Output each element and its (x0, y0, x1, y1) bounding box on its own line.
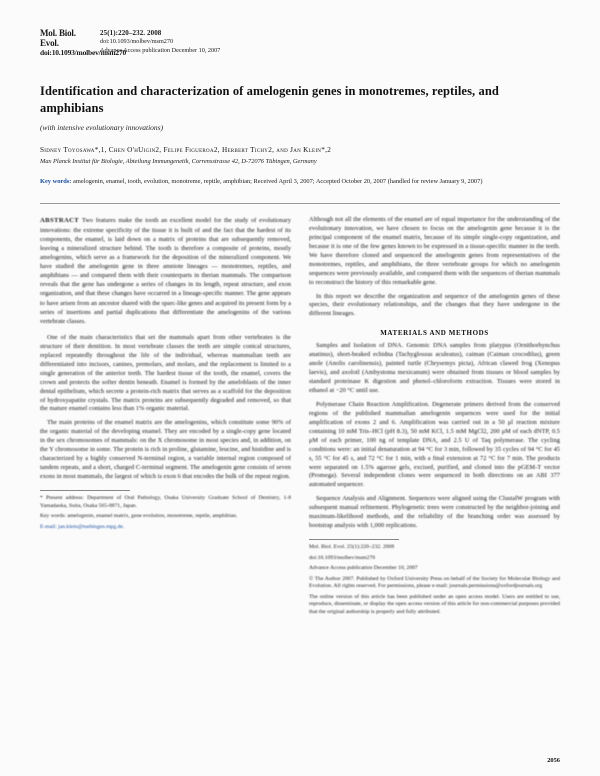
masthead-meta (100, 28, 220, 55)
masthead (40, 28, 560, 57)
abstract-text: Two features make the tooth an excellent model for the study of evolutionary innovations: the extreme specificity of the tissue it is built of and the fact that the hardest of its components, the enamel, is laid down on a matrix of proteins that are subsequently removed, leaving a mineralized structure behind. The tooth is therefore a composite of proteins, mostly amelogenins, which serve as a framework for the deposition of the mineralized component. We have studied the amelogenin gene in three amniote lineages — monotremes, reptiles, and amphibians — and compared them with their counterparts in therian mammals. The comparison reveals that the gene has undergone a series of changes in its length, repeat structure, and exon organization, and that these changes have occurred in a lineage-specific manner. The gene appears to have arisen from an ancestor shared with the sparc-like genes and acquired its present form by a series of insertions and partial duplications that differentiate the amelogenins of the various vertebrate classes. (40, 217, 291, 325)
masthead-advance-access: Advance Access publication December 10, 2007 (100, 46, 221, 54)
materials-paragraph-2: Polymerase Chain Reaction Amplification. Degenerate primers derived from the conserved regions of the published mammalian amelogenin sequences were used for the initial amplification of exons 2 and 6. Amplification was carried out in a 50 μl reaction mixture containing 10 mM Tris–HCl (pH 8.3), 50 mM KCl, 1.5 mM MgCl2, 200 μM of each dNTP, 0.5 μM of each primer, 100 ng of template DNA, and 2.5 U of Taq polymerase. The cycling conditions were: an initial denaturation at 94 °C for 3 min, followed by 35 cycles of 94 °C for 45 s, 55 °C for 45 s, and 72 °C for 1 min, with a final extension at 72 °C for 7 min. The products were separated on 1.5% agarose gels, excised, purified, and cloned into the pGEM-T vector (Promega). Several independent clones were sequenced in both directions on an ABI 377 automated sequencer. (309, 400, 560, 489)
column-right (309, 216, 560, 761)
intro-paragraph-4: In this report we describe the organization and sequence of the amelogenin genes of these species, their evolutionary relationships, and the changes that they have undergone in the different lineages. (309, 292, 560, 318)
author-list: Sidney Toyosawa*,1, Chen O'hUigin2, Felipe Figueroa2, Herbert Tichy2, and Jan Klein*,2 (40, 146, 332, 155)
masthead-doi: doi:10.1093/molbev/msm270 (100, 38, 174, 46)
journal-logo (40, 28, 127, 57)
footnote-citation: Mol. Biol. Evol. 25(1):220–232. 2008 (309, 544, 395, 551)
journal-logo-line2: doi:10.1093/molbev/msm270 (40, 47, 127, 57)
footnotes-left (40, 495, 291, 531)
page-number: 2056 (547, 757, 560, 764)
intro-paragraph-2: The main proteins of the enamel matrix are the amelogenins, which constitute some 90% of the organic material of the developing enamel. They are encoded by a single-copy gene located in the sex chromosomes of mammals: on the X chromosome in most species and, in addition, on the Y chromosome in some. The protein is rich in proline, glutamine, leucine, and histidine and is characterized by a highly conserved N-terminal region, a variable internal region composed of tandem repeats, and a short, charged C-terminal segment. The amelogenin gene consists of seven exons in most mammals, the largest of which is exon 6 that encodes the bulk of the repeat region. (40, 419, 291, 481)
footnotes-right (309, 544, 560, 616)
materials-paragraph-1: Samples and Isolation of DNA. Genomic DNA samples from platypus (Ornithorhynchus anatinus), short-beaked echidna (Tachyglossus aculeatus), caiman (Caiman crocodilus), green anole (Anolis carolinensis), painted turtle (Chrysemys picta), African clawed frog (Xenopus laevis), and axolotl (Ambystoma mexicanum) were obtained from tissues or blood samples by standard proteinase K digestion and phenol–chloroform extraction. Tissues were stored in ethanol at −20 °C until use. (309, 342, 560, 395)
masthead-volume: 25(1):220–232. 2008 (100, 29, 162, 37)
abstract-paragraph (40, 216, 291, 326)
page-footer (40, 757, 560, 764)
footnote-keywords: Key words: amelogenin, enamel matrix, gene evolution, monotreme, reptile, amphibian. (40, 513, 238, 520)
intro-paragraph-3: Although not all the elements of the enamel are of equal importance for the understanding of the evolutionary innovation, we have chosen to focus on the amelogenin gene because it is the principal component of the enamel matrix, because of its simple single-copy organization, and because it is one of the few genes known to be expressed in a tissue-specific manner in the teeth. We have therefore cloned and sequenced the amelogenin genes from representatives of the monotremes, reptiles, and amphibians, the three vertebrate groups for which no amelogenin sequences were previously available, and compared them with the sequences of therian mammals to reconstruct the history of this remarkable gene. (309, 216, 560, 286)
footnote-doi: doi:10.1093/molbev/msm270 (309, 554, 376, 561)
section-heading-materials: MATERIALS AND METHODS (380, 329, 489, 338)
column-left (40, 216, 291, 761)
article-history (40, 178, 560, 187)
footnote-copyright: © The Author 2007. Published by Oxford University Press on behalf of the Society for Molecular Biology and Evolution. All rights reserved. For permissions, please e-mail: journals.permissions@oxfordjournals.org (309, 575, 560, 590)
abstract-heading: ABSTRACT (40, 217, 80, 225)
page-title: Identification and characterization of amelogenin genes in monotremes, reptiles, and amphibians (40, 84, 499, 116)
footnote-present-address: * Present address: Department of Oral Pathology, Osaka University Graduate School of Dentistry, 1-8 Yamadaoka, Suita, Osaka 565-0871, Japan. (40, 494, 291, 509)
history-tag: Key words: (40, 178, 72, 186)
footnote-advance-access: Advance Access publication December 10, 2007 (309, 565, 418, 572)
history-text: amelogenin, enamel, tooth, evolution, monotreme, reptile, amphibian; Received April 3, 2007; Accepted October 20, 2007 (handled for review January 9, 2007) (73, 178, 483, 186)
footnote-email[interactable]: E-mail: jan.klein@tuebingen.mpg.de. (40, 523, 125, 530)
materials-paragraph-3: Sequence Analysis and Alignment. Sequences were aligned using the ClustalW program with subsequent manual refinement. Phylogenetic trees were constructed by the neighbor-joining and maximum-likelihood methods, and the reliability of the branching order was assessed by bootstrap analysis with 1,000 replications. (309, 495, 560, 530)
article-subtitle: (with intensive evolutionary innovations) (40, 123, 164, 133)
body-columns (40, 216, 560, 761)
footnote-divider-right (309, 539, 399, 540)
footnote-open-access: The online version of this article has been published under an open access model. Users are entitled to use, reproduce, disseminate, or display the open access version of this article for non-commercial purposes provided that the original authorship is properly and fully attributed. (309, 593, 560, 615)
intro-paragraph-1: One of the main characteristics that set the mammals apart from other vertebrates is the structure of their dentition. In most vertebrate classes the teeth are simple conical structures, replaced repeatedly throughout the life of the individual, whereas mammalian teeth are differentiated into incisors, canines, premolars, and molars, and the replacement is limited to a single generation of the anterior teeth. The hardest tissue of the tooth, the enamel, covers the crown and protects the softer dentin beneath. Enamel is formed by the ameloblasts of the inner dental epithelium, which secrete a protein-rich matrix that serves as a scaffold for the deposition of hydroxyapatite crystals. The matrix proteins are subsequently degraded and removed, so that the mature enamel contains less than 1% organic material. (40, 333, 291, 413)
journal-logo-line1: Mol. Biol. Evol. (40, 28, 76, 49)
footnote-divider-left (40, 490, 130, 491)
affiliation: Max Planck Institut für Biologie, Abteilung Immungenetik, Corrensstrasse 42, D-72076 Tübingen, Germany (40, 158, 317, 166)
header-divider (40, 203, 560, 204)
